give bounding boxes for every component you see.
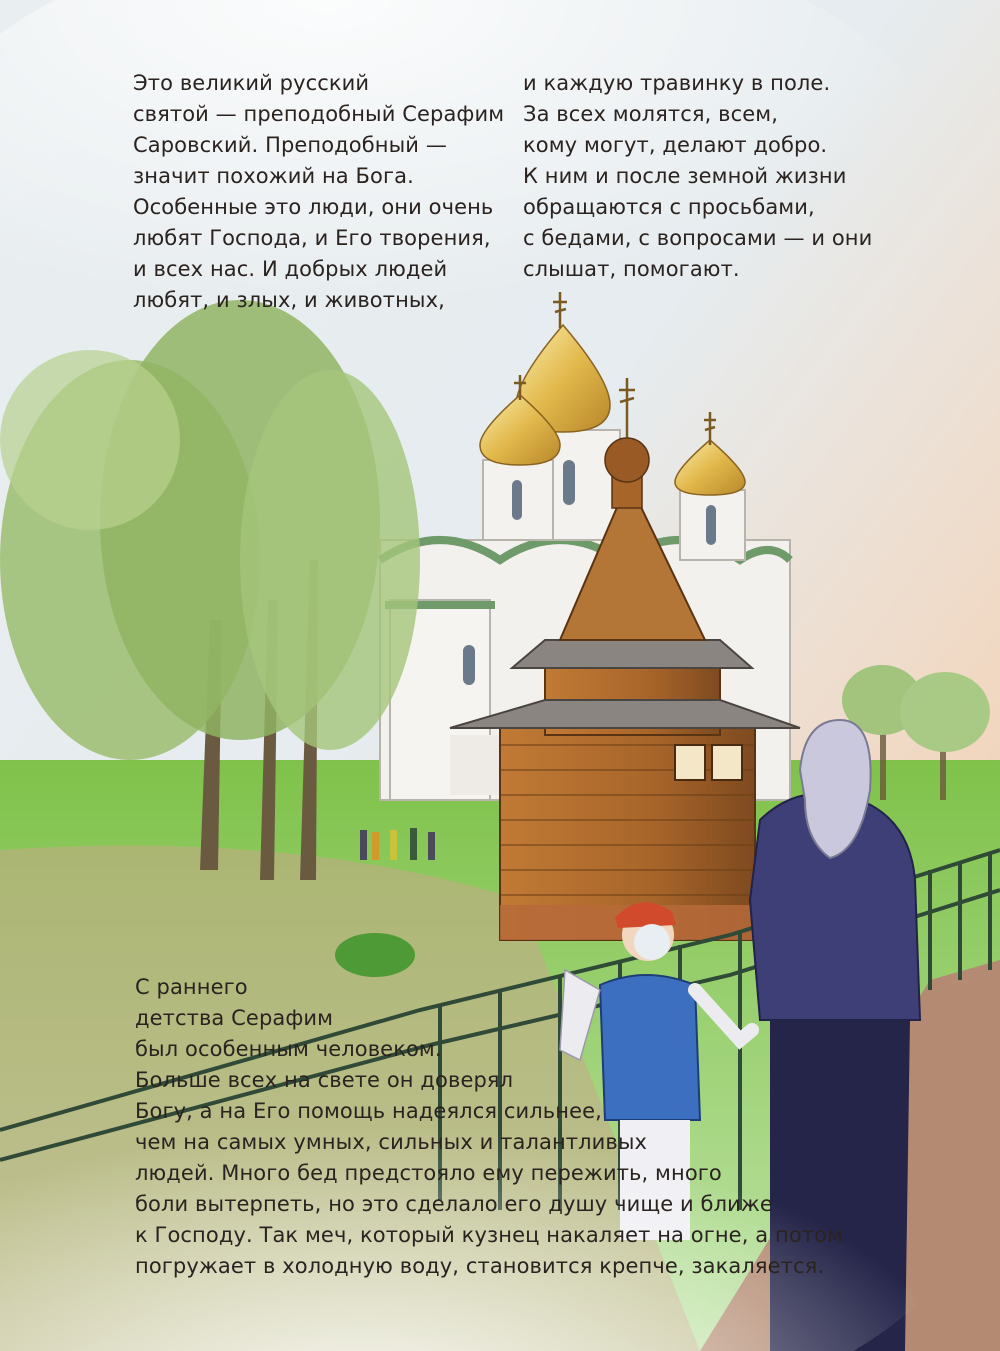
text-line: Особенные это люди, они очень — [133, 195, 494, 219]
text-line: Богу, а на Его помощь надеялся сильнее, — [135, 1099, 602, 1123]
text-line: людей. Много бед предстояло ему пережить, много — [135, 1161, 722, 1185]
text-line: К ним и после земной жизни — [523, 164, 847, 188]
text-line: детства Серафим — [135, 1006, 334, 1030]
text-line: с бедами, с вопросами — и они — [523, 226, 873, 250]
top-left-text-column — [133, 68, 504, 316]
text-line: боли вытерпеть, но это сделало его душу чище и ближе — [135, 1192, 773, 1216]
text-line: Саровский. Преподобный — — [133, 133, 447, 157]
text-line: святой — преподобный Серафим — [133, 102, 505, 126]
text-line: любят, и злых, и животных, — [133, 288, 445, 312]
text-line: значит похожий на Бога. — [133, 164, 414, 188]
text-line: к Господу. Так меч, который кузнец накаляет на огне, а потом — [135, 1223, 843, 1247]
text-line: С раннего — [135, 975, 248, 999]
text-line: кому могут, делают добро. — [523, 133, 828, 157]
text-line: и всех нас. И добрых людей — [133, 257, 448, 281]
text-line: любят Господа, и Его творения, — [133, 226, 491, 250]
text-line: и каждую травинку в поле. — [523, 71, 831, 95]
top-right-text-column — [523, 68, 872, 285]
text-line: Это великий русский — [133, 71, 370, 95]
text-line: слышат, помогают. — [523, 257, 740, 281]
text-line: погружает в холодную воду, становится крепче, закаляется. — [135, 1254, 825, 1278]
text-line: был особенным человеком. — [135, 1037, 442, 1061]
text-line: обращаются с просьбами, — [523, 195, 815, 219]
text-line: Больше всех на свете он доверял — [135, 1068, 514, 1092]
text-line: За всех молятся, всем, — [523, 102, 779, 126]
text-line: чем на самых умных, сильных и талантливых — [135, 1130, 648, 1154]
bottom-paragraph — [135, 972, 843, 1282]
